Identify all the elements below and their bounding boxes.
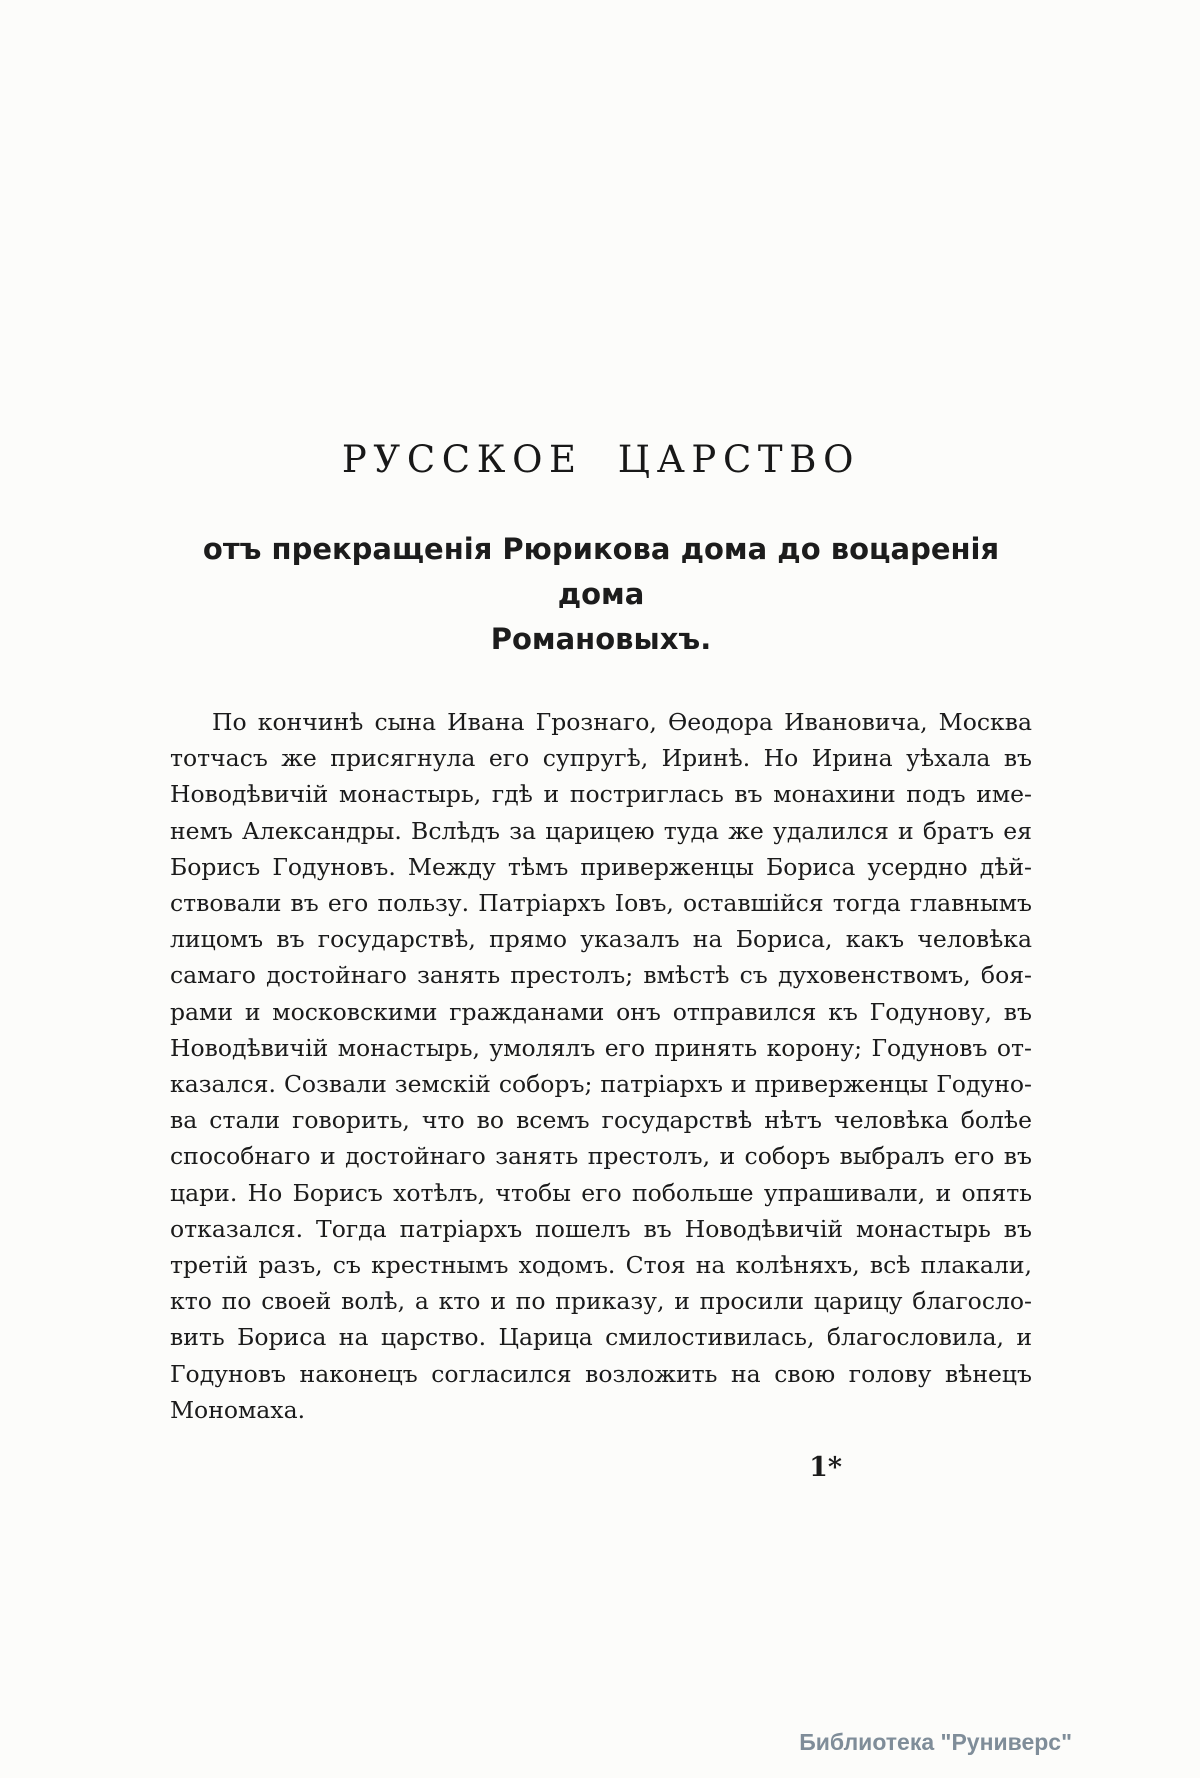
text-line: кто по своей волѣ, а кто и по приказу, и просили царицу благосло-: [170, 1287, 1032, 1316]
text-line: самаго достойнаго занять престолъ; вмѣстѣ съ духовенствомъ, боя-: [170, 961, 1032, 990]
text-line: Борисъ Годуновъ. Между тѣмъ приверженцы Бориса усердно дѣй-: [170, 852, 1032, 881]
text-line: ствовали въ его пользу. Патріархъ Іовъ, оставшійся тогда главнымъ: [170, 889, 1032, 918]
text-line: Новодѣвичій монастырь, гдѣ и постриглась въ монахини подъ име-: [170, 780, 1032, 809]
body-text: [170, 704, 1032, 1428]
subtitle-line: отъ прекращенія Рюрикова дома до воцаренія дома: [202, 532, 1000, 611]
subtitle-line: Романовыхъ.: [490, 622, 712, 656]
text-line: тотчасъ же присягнула его супругѣ, Иринѣ. Но Ирина уѣхала въ: [170, 744, 1032, 773]
text-line: казался. Созвали земскій соборъ; патріархъ и приверженцы Годуно-: [170, 1070, 1032, 1099]
page-title: РУССКОЕ ЦАРСТВО: [341, 438, 861, 481]
page-subtitle: [170, 527, 1032, 662]
text-line: цари. Но Борисъ хотѣлъ, чтобы его побольше упрашивали, и опять: [170, 1178, 1032, 1207]
text-line: вить Бориса на царство. Царица смилостивилась, благословила, и: [170, 1323, 1032, 1352]
text-line: отказался. Тогда патріархъ пошелъ въ Новодѣвичій монастырь въ: [170, 1214, 1032, 1243]
text-line: Мономаха.: [170, 1395, 306, 1424]
text-line: способнаго и достойнаго занять престолъ, и соборъ выбралъ его въ: [170, 1142, 1032, 1171]
signature-mark: 1*: [809, 1452, 842, 1484]
text-line: Новодѣвичій монастырь, умолялъ его принять корону; Годуновъ от-: [170, 1033, 1032, 1062]
text-line: рами и московскими гражданами онъ отправился къ Годунову, въ: [170, 997, 1032, 1026]
text-line: По кончинѣ сына Ивана Грознаго, Ѳеодора Ивановича, Москва: [212, 708, 1032, 736]
watermark: Библиотека "Руниверс": [799, 1729, 1072, 1755]
text-line: немъ Александры. Вслѣдъ за царицею туда же удалился и братъ ея: [170, 816, 1032, 845]
text-line: Годуновъ наконецъ согласился возложить на свою голову вѣнецъ: [170, 1359, 1032, 1388]
page-content: [170, 438, 1032, 1483]
text-line: лицомъ въ государствѣ, прямо указалъ на Бориса, какъ человѣка: [170, 925, 1032, 954]
text-line: ва стали говорить, что во всемъ государствѣ нѣтъ человѣка болѣе: [170, 1106, 1032, 1135]
text-line: третій разъ, съ крестнымъ ходомъ. Стоя на колѣняхъ, всѣ плакали,: [170, 1251, 1032, 1280]
